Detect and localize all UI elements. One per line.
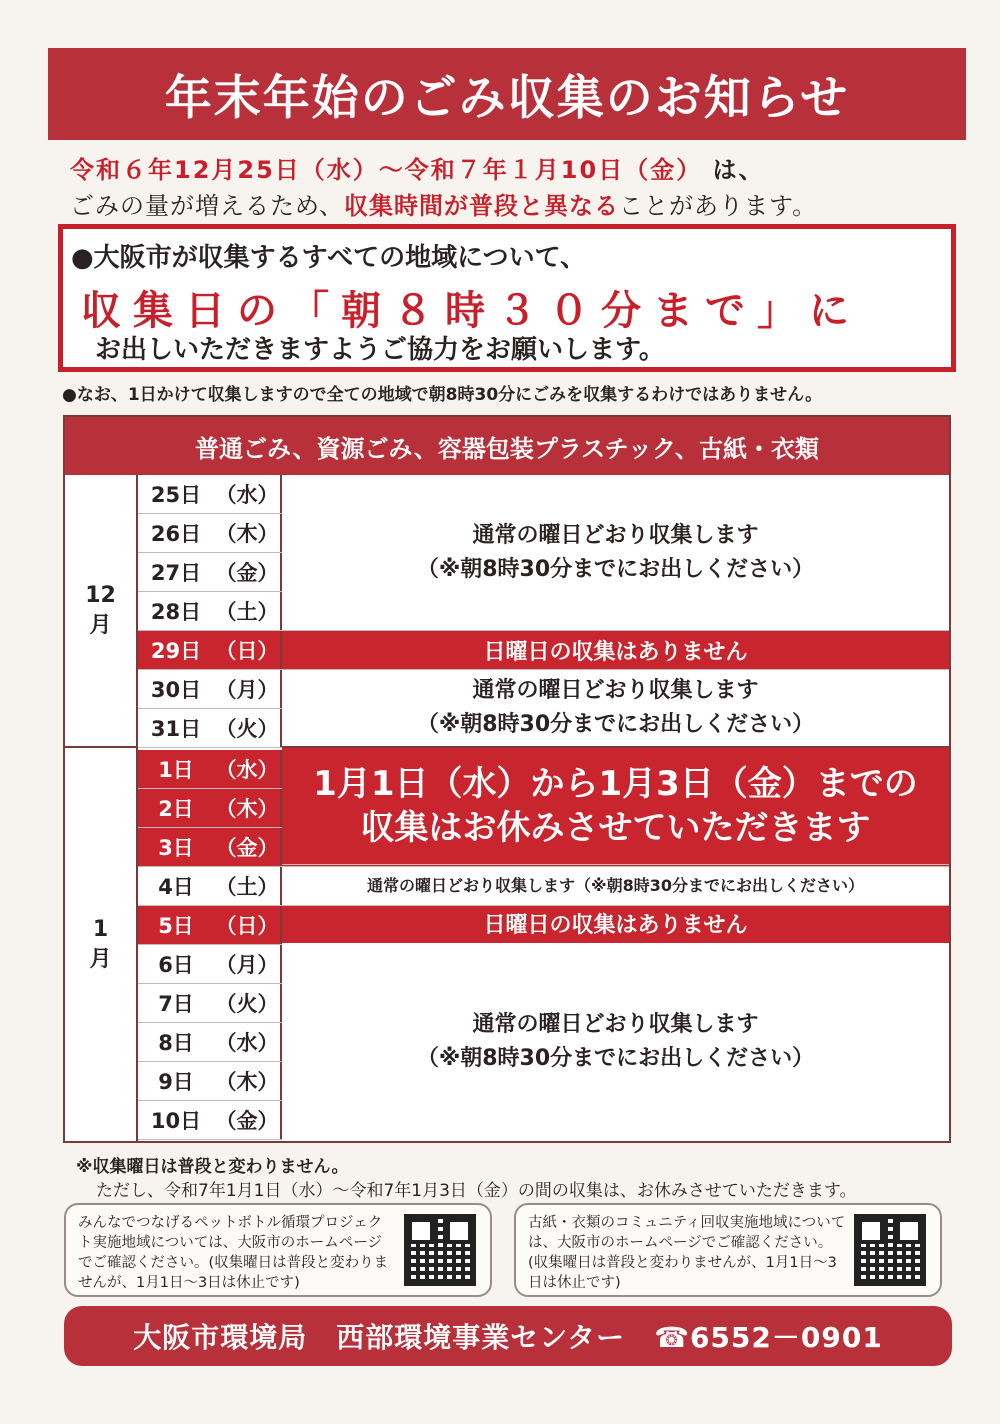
message-line-2: （※朝8時30分までにお出しください） <box>416 556 815 582</box>
notice-line-3: お出しいただきますようご協力をお願いします。 <box>95 335 665 365</box>
day: 31日 <box>150 717 202 741</box>
day: 5日 <box>158 914 194 938</box>
date-cell <box>138 475 282 513</box>
intro-highlight: 収集時間が普段と異なる <box>344 192 620 220</box>
notice-box <box>58 224 956 372</box>
weekday: （金） <box>215 1109 279 1133</box>
message-line-1: 1月1日（水）から1月3日（金）までの <box>313 764 918 804</box>
intro-text-c: ことがあります。 <box>619 192 818 220</box>
day: 29日 <box>150 639 202 663</box>
weekday: （日） <box>215 914 279 938</box>
normal-collection-message: 通常の曜日どおり収集します（※朝8時30分までにお出しください） <box>367 876 864 895</box>
date-cell <box>138 906 282 944</box>
weekday: （土） <box>215 875 279 899</box>
pet-bottle-info-box <box>64 1203 492 1297</box>
holiday-message <box>282 748 949 865</box>
contact-footer: 大阪市環境局 西部環境事業センター ☎6552－0901 <box>64 1306 952 1366</box>
date-cell <box>138 553 282 591</box>
day: 26日 <box>150 522 202 546</box>
weekday: （月） <box>215 678 279 702</box>
period-suffix: は、 <box>712 156 765 184</box>
intro-text-a: ごみの量が増えるため、 <box>70 192 345 220</box>
date-cell <box>138 592 282 630</box>
month-december <box>65 475 138 748</box>
message-line-2: （※朝8時30分までにお出しください） <box>416 712 815 737</box>
weekday: （金） <box>215 561 279 585</box>
weekday: （火） <box>215 717 279 741</box>
info-text: 古紙・衣類のコミュニティ回収実施地域については、大阪市のホームページでご確認ください。(収集曜日は普段と変わりませんが、1月1日～3日は休止です) <box>528 1215 846 1291</box>
intro-line-2 <box>70 186 970 221</box>
day: 6日 <box>158 953 194 977</box>
message-line-2: （※朝8時30分までにお出しください） <box>416 1046 815 1071</box>
day: 7日 <box>158 992 194 1016</box>
day: 27日 <box>150 561 202 585</box>
footnote-line-1: ※収集曜日は普段と変わりません。 <box>76 1157 349 1177</box>
day: 1日 <box>158 758 194 782</box>
day: 10日 <box>150 1109 202 1133</box>
month-january <box>65 748 138 1141</box>
weekday: （木） <box>215 1070 279 1094</box>
weekday: （木） <box>215 797 279 821</box>
weekday: （水） <box>215 1031 279 1055</box>
qr-code-icon[interactable] <box>404 1214 476 1286</box>
weekday: （月） <box>215 953 279 977</box>
date-cell <box>138 1023 282 1061</box>
date-cell <box>138 828 282 866</box>
date-cell <box>138 631 282 669</box>
date-cell <box>138 984 282 1022</box>
day: 4日 <box>158 875 194 899</box>
normal-collection-message <box>282 670 949 748</box>
weekday: （火） <box>215 992 279 1016</box>
date-cell <box>138 945 282 983</box>
paper-clothing-info-box <box>514 1203 942 1297</box>
message-line-1: 通常の曜日どおり収集します <box>472 1012 759 1037</box>
month-label: 月 <box>89 612 112 638</box>
weekday: （金） <box>215 836 279 860</box>
date-cell <box>138 1101 282 1139</box>
month-number: 12 <box>85 582 116 608</box>
weekday: （土） <box>215 600 279 624</box>
date-cell <box>138 867 282 905</box>
qr-code-icon[interactable] <box>854 1214 926 1286</box>
intro-line-1 <box>70 150 970 185</box>
note-text: ●なお、1日かけて収集しますので全ての地域で朝8時30分にごみを収集するわけではありません。 <box>62 385 823 405</box>
sunday-message: 日曜日の収集はありません <box>483 640 748 665</box>
date-cell <box>138 709 282 747</box>
table-header: 普通ごみ、資源ごみ、容器包装プラスチック、古紙・衣類 <box>65 417 949 475</box>
day: 9日 <box>158 1070 194 1094</box>
date-cell <box>138 670 282 708</box>
sunday-message: 日曜日の収集はありません <box>483 913 748 938</box>
day: 30日 <box>150 678 202 702</box>
weekday: （木） <box>215 522 279 546</box>
day: 25日 <box>150 483 202 507</box>
notice-line-2: 収集日の「朝８時３０分まで」に <box>81 288 861 334</box>
month-label: 月 <box>89 946 112 972</box>
day: 28日 <box>150 600 202 624</box>
date-cell <box>138 1062 282 1100</box>
date-cell <box>138 750 282 788</box>
month-number: 1 <box>92 916 109 942</box>
date-cell <box>138 789 282 827</box>
notice-line-1: ●大阪市が収集するすべての地域について、 <box>71 243 587 273</box>
day: 8日 <box>158 1031 194 1055</box>
footnote-line-2: ただし、令和7年1月1日（水）～令和7年1月3日（金）の間の収集は、お休みさせていただきます。 <box>96 1181 857 1201</box>
collection-period: 令和６年12月25日（水）～令和７年１月10日（金） <box>70 156 703 184</box>
message-line-1: 通常の曜日どおり収集します <box>472 678 759 703</box>
message-line-2: 収集はお休みさせていただきます <box>360 808 871 848</box>
day: 2日 <box>158 797 194 821</box>
day: 3日 <box>158 836 194 860</box>
page-title: 年末年始のごみ収集のお知らせ <box>48 48 966 140</box>
normal-collection-message <box>282 943 949 1141</box>
weekday: （日） <box>215 639 279 663</box>
date-cell <box>138 514 282 552</box>
normal-collection-message <box>282 475 949 631</box>
weekday: （水） <box>215 758 279 782</box>
schedule-table <box>63 415 951 1143</box>
info-text: みんなでつなげるペットボトル循環プロジェクト実施地域については、大阪市のホームページでご確認ください。(収集曜日は普段と変わりませんが、1月1日～3日は休止です) <box>78 1215 389 1291</box>
weekday: （水） <box>215 483 279 507</box>
message-line-1: 通常の曜日どおり収集します <box>472 522 759 548</box>
